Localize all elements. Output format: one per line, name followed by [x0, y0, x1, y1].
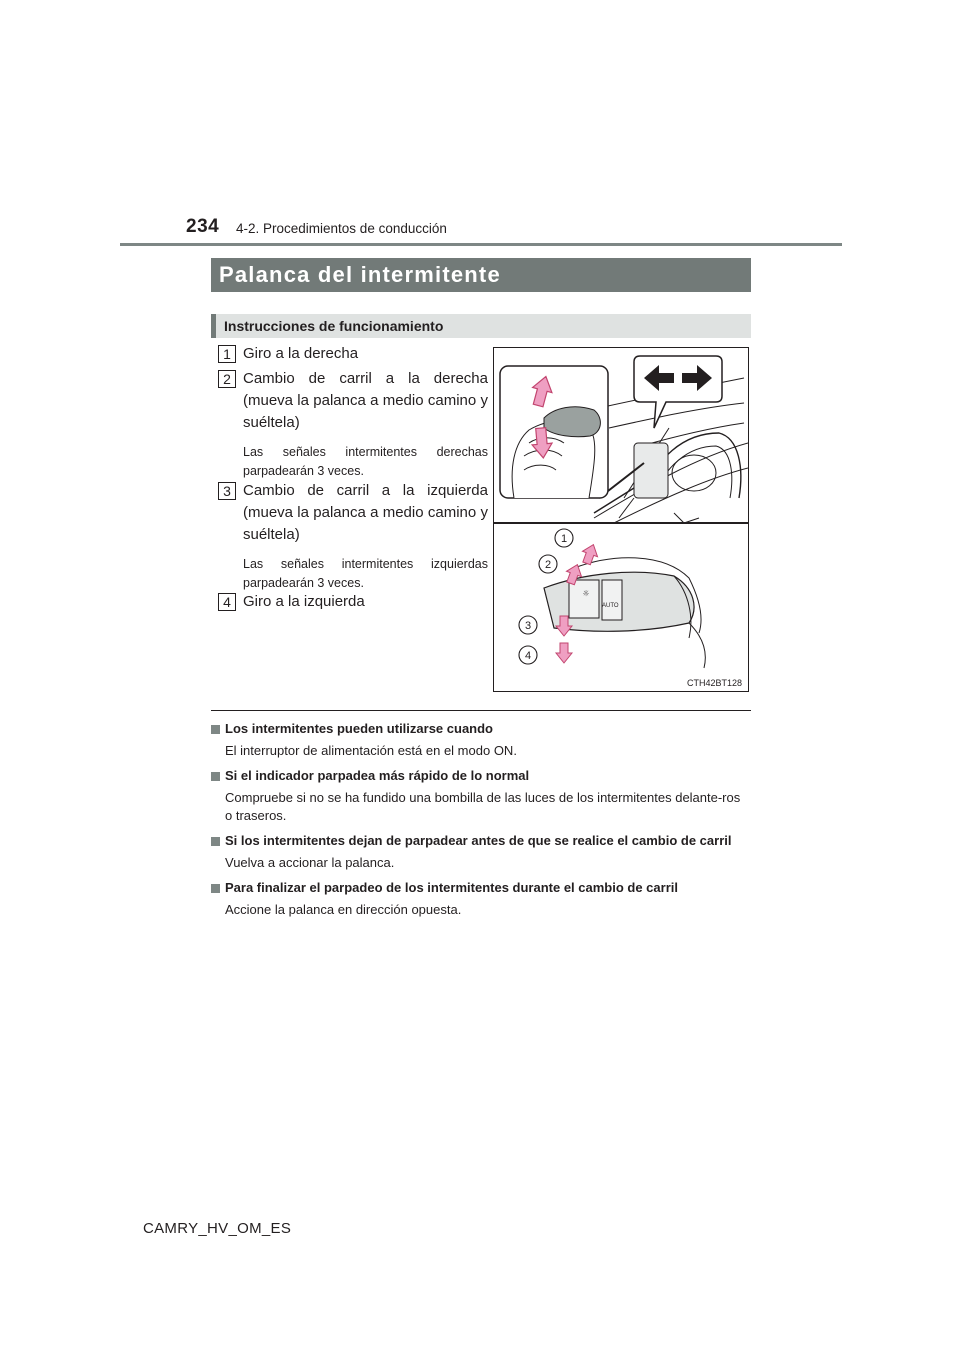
step-text: [243, 368, 488, 481]
svg-text:2: 2: [544, 559, 552, 571]
subsection-label: Instrucciones de funcionamiento: [224, 318, 444, 334]
step-number: 3: [218, 482, 236, 500]
note-4: [211, 879, 751, 919]
turn-signal-illustration: [494, 348, 748, 691]
section-title: Palanca del intermitente: [211, 258, 751, 292]
step-text: [243, 480, 488, 593]
callout-arrow-4: [556, 643, 572, 663]
note-body: Accione la palanca en dirección opuesta.: [225, 902, 462, 917]
callout-bubble: [634, 356, 722, 428]
subsection-title: [211, 314, 751, 338]
callout-badge-2: [539, 555, 557, 573]
step-label: Cambio de carril a la izquierda (mueva la palanca a medio camino y suéltela): [243, 482, 488, 543]
square-bullet-icon: [211, 725, 220, 734]
note-title: Si el indicador parpadea más rápido de lo normal: [225, 768, 530, 783]
note-title: Si los intermitentes dejan de parpadear antes de que se realice el cambio de carril: [225, 833, 732, 848]
square-bullet-icon: [211, 772, 220, 781]
callout-badge-4: [519, 646, 537, 664]
subsection-bar: [211, 314, 216, 338]
step-label: Cambio de carril a la derecha (mueva la palanca a medio camino y suéltela): [243, 370, 488, 431]
note-2: [211, 767, 751, 825]
step-note: Las señales intermitentes derechas parpadearán 3 veces.: [243, 445, 488, 478]
lever-closeup: [519, 529, 705, 668]
step-number: 1: [218, 345, 236, 363]
square-bullet-icon: [211, 837, 220, 846]
step-label: Giro a la izquierda: [243, 593, 365, 610]
header-rule: [120, 243, 842, 246]
note-3: [211, 832, 751, 872]
auto-label: AUTO: [602, 603, 619, 609]
figure-code: CTH42BT128: [686, 678, 742, 688]
step-number: 2: [218, 370, 236, 388]
svg-text:3: 3: [524, 620, 532, 632]
chapter-title: 4-2. Procedimientos de conducción: [236, 221, 447, 236]
callout-badge-1: [555, 529, 573, 547]
svg-text:1: 1: [560, 533, 568, 545]
step-number: 4: [218, 593, 236, 611]
note-1: [211, 720, 751, 760]
step-text: [243, 591, 488, 613]
hand-inset: [500, 366, 608, 498]
footer-code: CAMRY_HV_OM_ES: [143, 1220, 292, 1237]
page-number: 234: [186, 216, 220, 237]
note-body: Compruebe si no se ha fundido una bombilla de las luces de los intermitentes delante-ros o traseros.: [225, 790, 741, 823]
callout-badge-3: [519, 616, 537, 634]
svg-text:4: 4: [524, 650, 532, 662]
notes-section: [211, 720, 751, 926]
step-label: Giro a la derecha: [243, 345, 359, 362]
step-text: [243, 343, 488, 365]
note-title: Para finalizar el parpadeo de los intermitentes durante el cambio de carril: [225, 880, 678, 895]
step-note: Las señales intermitentes izquierdas parpadearán 3 veces.: [243, 557, 488, 590]
light-icon: ☼: [582, 589, 590, 598]
square-bullet-icon: [211, 884, 220, 893]
turn-signal-figure: [493, 347, 749, 692]
note-body: Vuelva a accionar la palanca.: [225, 855, 395, 870]
note-body: El interruptor de alimentación está en el modo ON.: [225, 743, 517, 758]
notes-divider: [211, 710, 751, 711]
note-title: Los intermitentes pueden utilizarse cuando: [225, 721, 493, 736]
callout-arrow-1: [579, 542, 601, 566]
